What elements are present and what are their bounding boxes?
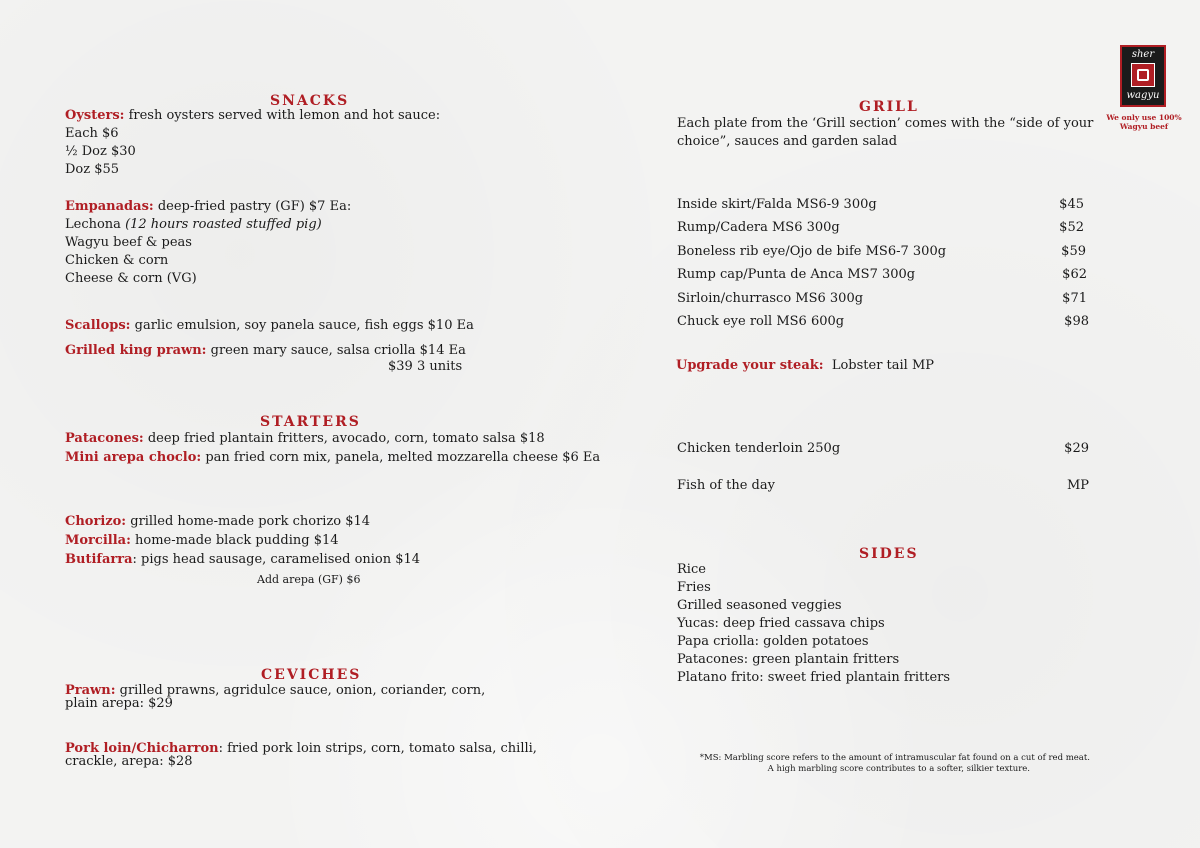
side-item: Yucas: deep fried cassava chips bbox=[677, 616, 885, 631]
ceviche-prawn-desc: grilled prawns, agridulce sauce, onion, coriander, corn, bbox=[115, 683, 486, 698]
ceviche-pork-desc: : fried pork loin strips, corn, tomato salsa, chilli, bbox=[218, 741, 537, 756]
logo-tagline: We only use 100% Wagyu beef bbox=[1106, 113, 1182, 131]
oysters-option-half: ½ Doz $30 bbox=[65, 144, 136, 159]
patacones-line bbox=[65, 430, 545, 448]
footnote-line1: *MS: Marbling score refers to the amount of intramuscular fat found on a cut of red meat. bbox=[699, 753, 1090, 763]
grill-item-price: $45 bbox=[1059, 197, 1084, 212]
chorizo-desc: grilled home-made pork chorizo $14 bbox=[126, 514, 371, 529]
sides-heading: SIDES bbox=[859, 546, 919, 562]
oysters-option-each: Each $6 bbox=[65, 126, 119, 141]
scallops-desc: garlic emulsion, soy panela sauce, fish eggs $10 Ea bbox=[130, 318, 474, 333]
oysters-line bbox=[65, 107, 440, 125]
side-item: Papa criolla: golden potatoes bbox=[677, 634, 869, 649]
upgrade-value: Lobster tail MP bbox=[831, 358, 935, 373]
side-item: Platano frito: sweet fried plantain fritters bbox=[677, 670, 951, 685]
empanadas-line bbox=[65, 198, 351, 216]
sher-wagyu-logo bbox=[1120, 45, 1166, 107]
scallops-line bbox=[65, 317, 474, 335]
other-item-name: Chicken tenderloin 250g bbox=[677, 441, 841, 456]
grill-intro-line1: Each plate from the ‘Grill section’ comes with the “side of your bbox=[677, 116, 1094, 131]
patacones-desc: deep fried plantain fritters, avocado, corn, tomato salsa $18 bbox=[143, 431, 545, 446]
upgrade-label: Upgrade your steak: bbox=[676, 358, 824, 373]
side-item: Fries bbox=[677, 580, 711, 595]
grill-item-price: $71 bbox=[1062, 291, 1087, 306]
grill-intro-line2: choice”, sauces and garden salad bbox=[677, 134, 898, 149]
grill-item-price: $52 bbox=[1059, 220, 1084, 235]
ceviche-prawn-name: Prawn: bbox=[65, 683, 116, 698]
side-item: Patacones: green plantain fritters bbox=[677, 652, 900, 667]
oysters-option-doz: Doz $55 bbox=[65, 162, 120, 177]
chorizo-line bbox=[65, 513, 370, 531]
butifarra-line bbox=[65, 551, 420, 569]
grill-item-price: $98 bbox=[1064, 314, 1089, 329]
footnote-line2: A high marbling score contributes to a softer, silkier texture. bbox=[767, 764, 1030, 774]
grill-item-name: Rump/Cadera MS6 300g bbox=[677, 220, 840, 235]
morcilla-desc: home-made black pudding $14 bbox=[130, 533, 339, 548]
logo-seal-icon bbox=[1131, 63, 1155, 87]
butifarra-desc: : pigs head sausage, caramelised onion $14 bbox=[132, 552, 421, 567]
empanadas-desc: deep-fried pastry (GF) $7 Ea: bbox=[153, 199, 352, 214]
scallops-name: Scallops: bbox=[65, 318, 131, 333]
empanada-filling-chicken: Chicken & corn bbox=[65, 253, 169, 268]
king-prawn-desc: green mary sauce, salsa criolla $14 Ea bbox=[206, 343, 466, 358]
lechona-note: (12 hours roasted stuffed pig) bbox=[125, 217, 322, 232]
arepa-desc: pan fried corn mix, panela, melted mozzarella cheese $6 Ea bbox=[201, 450, 601, 465]
grill-item-price: $59 bbox=[1061, 244, 1086, 259]
oysters-desc: fresh oysters served with lemon and hot sauce: bbox=[124, 108, 441, 123]
ceviche-prawn-desc2: plain arepa: $29 bbox=[65, 696, 173, 711]
grill-item-name: Inside skirt/Falda MS6-9 300g bbox=[677, 197, 877, 212]
empanada-filling-wagyu: Wagyu beef & peas bbox=[65, 235, 192, 250]
side-item: Grilled seasoned veggies bbox=[677, 598, 842, 613]
ceviche-pork-desc2: crackle, arepa: $28 bbox=[65, 754, 193, 769]
side-item: Rice bbox=[677, 562, 706, 577]
ceviches-heading: CEVICHES bbox=[261, 667, 362, 683]
oysters-name: Oysters: bbox=[65, 108, 125, 123]
empanadas-name: Empanadas: bbox=[65, 199, 154, 214]
upgrade-line bbox=[676, 357, 934, 375]
other-item-name: Fish of the day bbox=[677, 478, 775, 493]
arepa-line bbox=[65, 449, 600, 467]
snacks-heading: SNACKS bbox=[270, 93, 350, 109]
lechona-name: Lechona bbox=[65, 217, 126, 232]
chorizo-name: Chorizo: bbox=[65, 514, 127, 529]
patacones-name: Patacones: bbox=[65, 431, 144, 446]
butifarra-name: Butifarra bbox=[65, 552, 133, 567]
morcilla-name: Morcilla: bbox=[65, 533, 131, 548]
add-arepa: Add arepa (GF) $6 bbox=[257, 573, 361, 586]
logo-top-text: sher bbox=[1131, 49, 1155, 60]
grill-item-name: Boneless rib eye/Ojo de bife MS6-7 300g bbox=[677, 244, 947, 259]
starters-heading: STARTERS bbox=[260, 414, 361, 430]
other-item-price: MP bbox=[1066, 478, 1089, 493]
arepa-name: Mini arepa choclo: bbox=[65, 450, 202, 465]
grill-item-price: $62 bbox=[1062, 267, 1087, 282]
grill-heading: GRILL bbox=[859, 99, 919, 115]
empanada-lechona bbox=[65, 216, 322, 234]
king-prawn-extra: $39 3 units bbox=[388, 359, 463, 374]
other-item-price: $29 bbox=[1064, 441, 1089, 456]
logo-bottom-text: wagyu bbox=[1126, 90, 1160, 101]
ceviche-pork-name: Pork loin/Chicharron bbox=[65, 741, 219, 756]
grill-item-name: Chuck eye roll MS6 600g bbox=[677, 314, 845, 329]
king-prawn-name: Grilled king prawn: bbox=[65, 343, 207, 358]
grill-item-name: Rump cap/Punta de Anca MS7 300g bbox=[677, 267, 916, 282]
grill-item-name: Sirloin/churrasco MS6 300g bbox=[677, 291, 864, 306]
morcilla-line bbox=[65, 532, 339, 550]
empanada-filling-cheese: Cheese & corn (VG) bbox=[65, 271, 197, 286]
